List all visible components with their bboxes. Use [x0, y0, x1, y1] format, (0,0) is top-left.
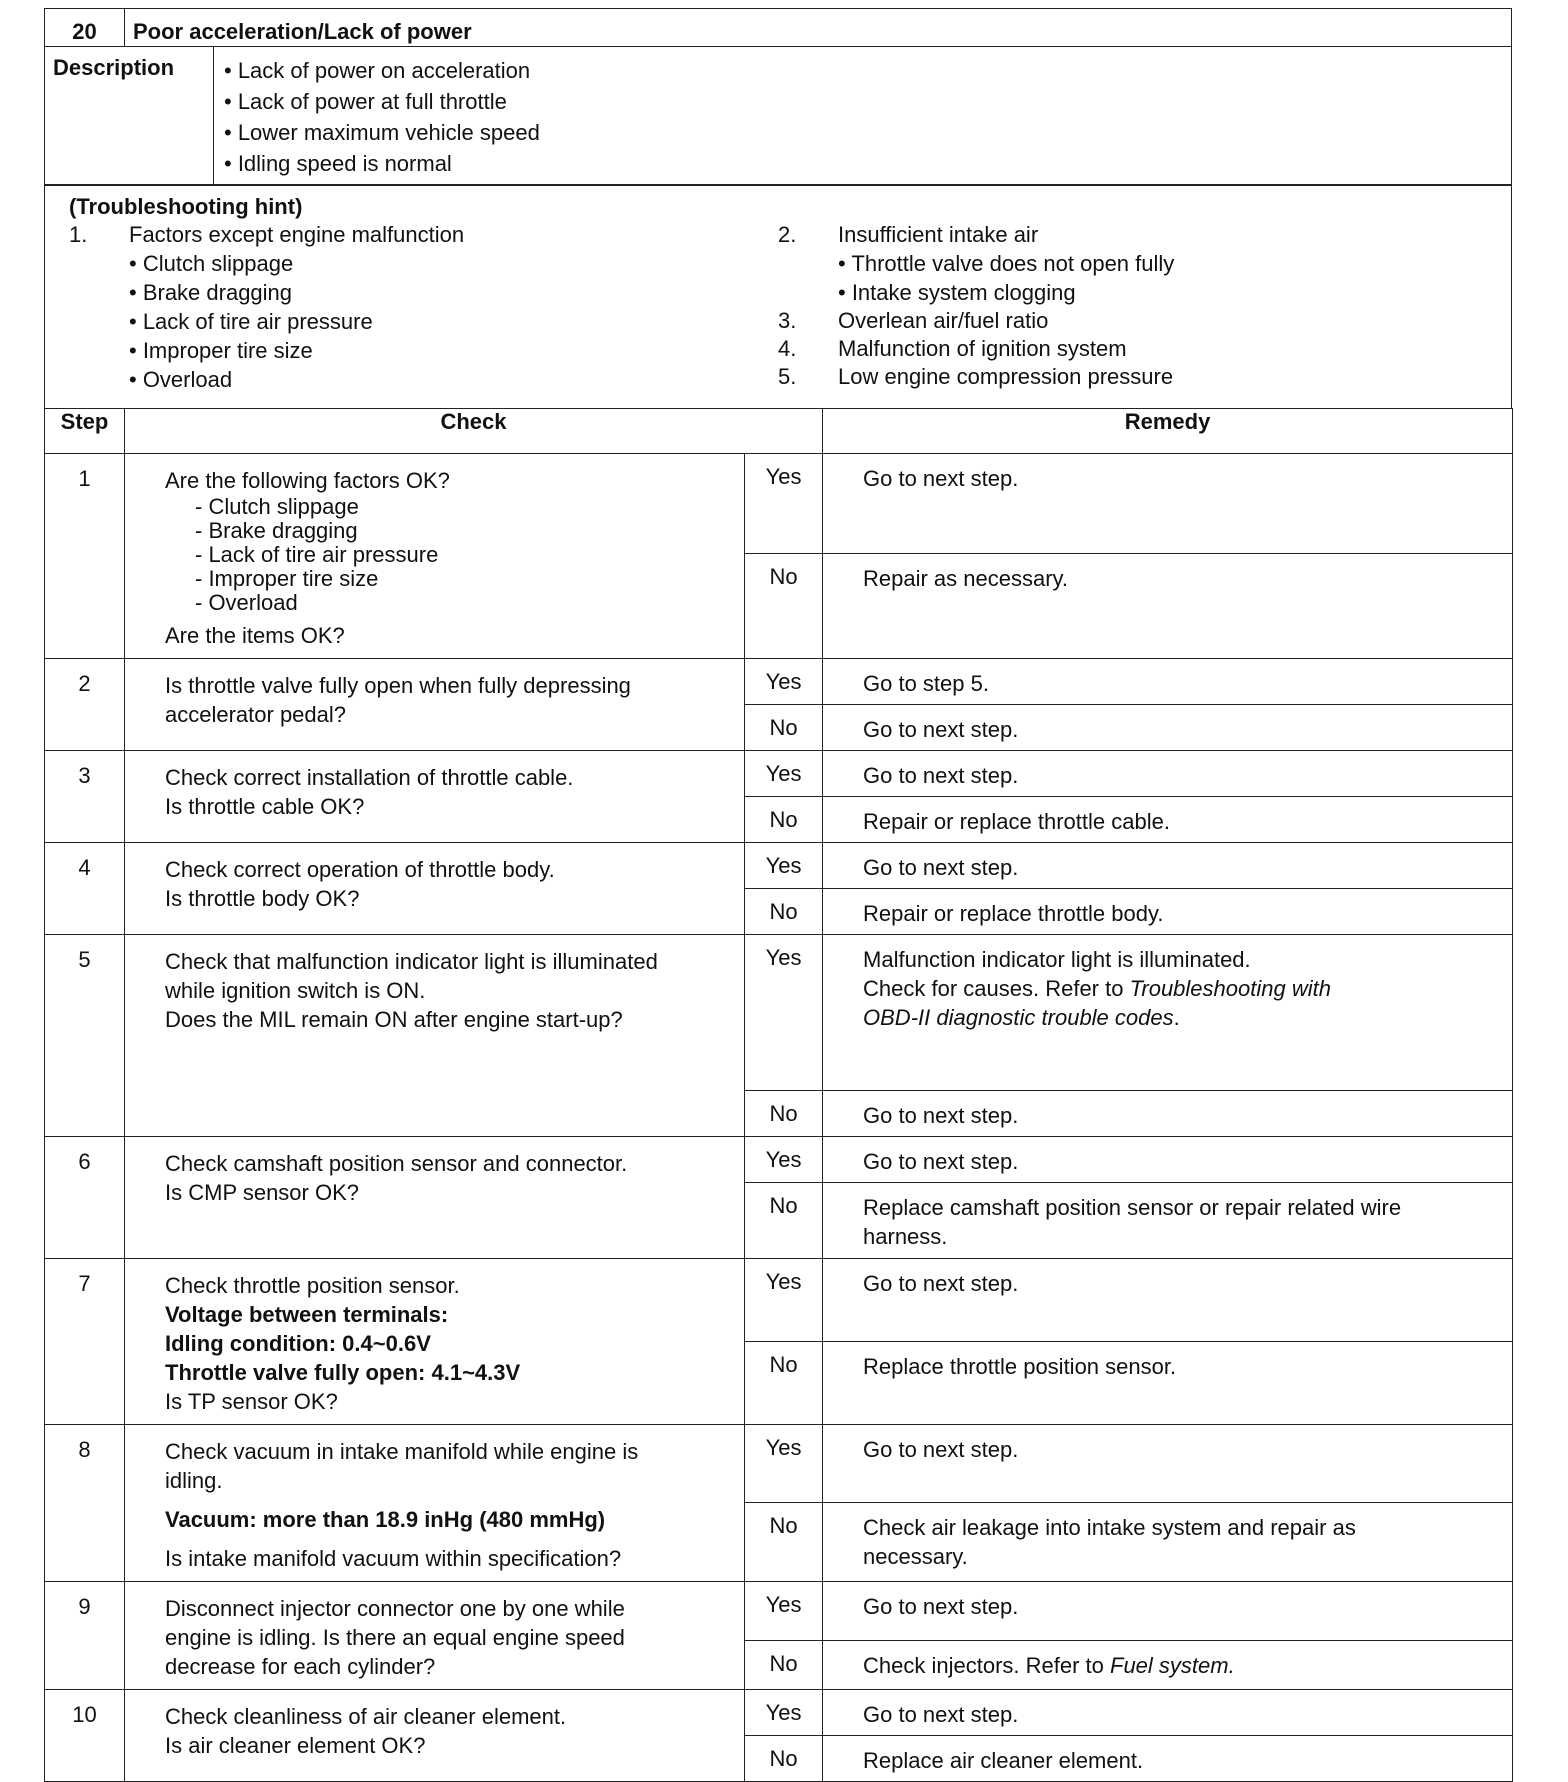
table-row — [45, 934, 1513, 1090]
check-text: Is TP sensor OK? — [165, 1388, 338, 1414]
check-subitem: - Brake dragging — [195, 517, 358, 543]
remedy-no — [823, 1503, 1513, 1582]
steps-table — [44, 408, 1513, 1782]
check-text: Check correct installation of throttle cable. — [165, 764, 574, 790]
check-text: idling. — [165, 1467, 223, 1493]
hint-bullet: • Throttle valve does not open fully — [838, 251, 1175, 276]
description-item: • Lack of power on acceleration — [224, 57, 531, 83]
table-row — [45, 842, 1513, 888]
hint-right-column — [778, 221, 1487, 394]
no-label: No — [745, 796, 823, 842]
remedy-no: Replace air cleaner element. — [823, 1735, 1513, 1781]
remedy-text: . — [1173, 1004, 1180, 1030]
section-number: 20 — [45, 9, 125, 47]
hint-text: Low engine compression pressure — [838, 364, 1174, 389]
remedy-text: Replace camshaft position sensor or repair related wire — [863, 1194, 1402, 1220]
yes-label: Yes — [745, 1258, 823, 1341]
step-number: 7 — [45, 1258, 125, 1424]
hint-number: 5. — [778, 364, 797, 389]
hint-text: Factors except engine malfunction — [129, 222, 465, 247]
remedy-yes: Go to next step. — [823, 750, 1513, 796]
remedy-yes: Go to next step. — [823, 842, 1513, 888]
no-label: No — [745, 1341, 823, 1424]
hint-table — [44, 184, 1512, 409]
check-text: while ignition switch is ON. — [165, 977, 426, 1003]
table-row — [45, 750, 1513, 796]
description-table — [44, 46, 1512, 186]
yes-label: Yes — [745, 842, 823, 888]
document — [44, 8, 1512, 1782]
step-number: 2 — [45, 658, 125, 750]
step-number: 5 — [45, 934, 125, 1136]
hint-bullet: • Brake dragging — [129, 280, 293, 305]
remedy-no: Repair or replace throttle body. — [823, 888, 1513, 934]
table-row — [45, 658, 1513, 704]
yes-label: Yes — [745, 1689, 823, 1735]
yes-label: Yes — [745, 934, 823, 1090]
remedy-yes: Go to next step. — [823, 1689, 1513, 1735]
hint-text: Malfunction of ignition system — [838, 336, 1127, 361]
remedy-yes: Go to next step. — [823, 1136, 1513, 1182]
check-text: Check that malfunction indicator light is illuminated — [165, 948, 658, 974]
check-text: Check throttle position sensor. — [165, 1272, 460, 1298]
remedy-text: Check injectors. Refer to — [863, 1652, 1110, 1678]
check-cell — [125, 1424, 745, 1581]
description-item: • Lack of power at full throttle — [224, 88, 507, 114]
description-item: • Idling speed is normal — [224, 150, 452, 176]
spec-text: Throttle valve fully open: 4.1~4.3V — [165, 1359, 521, 1385]
remedy-no: Go to next step. — [823, 1090, 1513, 1136]
hint-bullet: • Lack of tire air pressure — [129, 309, 373, 334]
hint-number: 1. — [69, 222, 88, 247]
hint-text: Overlean air/fuel ratio — [838, 308, 1049, 333]
check-text: Check vacuum in intake manifold while engine is — [165, 1438, 639, 1464]
remedy-no: Repair or replace throttle cable. — [823, 796, 1513, 842]
hint-number: 4. — [778, 336, 797, 361]
check-text: Is intake manifold vacuum within specification? — [165, 1545, 622, 1571]
check-text: Is throttle valve fully open when fully depressing — [165, 672, 631, 698]
check-subitem: - Improper tire size — [195, 565, 379, 591]
table-row — [45, 1136, 1513, 1182]
check-cell — [125, 453, 745, 658]
header-table — [44, 8, 1512, 47]
no-label: No — [745, 1640, 823, 1689]
remedy-yes: Go to step 5. — [823, 658, 1513, 704]
check-text: Are the items OK? — [165, 622, 345, 648]
remedy-no: Replace throttle position sensor. — [823, 1341, 1513, 1424]
check-text: Check cleanliness of air cleaner element. — [165, 1703, 567, 1729]
description-label: Description — [45, 46, 214, 185]
spec-text: Vacuum: more than 18.9 inHg (480 mmHg) — [165, 1506, 606, 1532]
no-label: No — [745, 553, 823, 658]
remedy-reference: Fuel system. — [1110, 1652, 1235, 1678]
yes-label: Yes — [745, 750, 823, 796]
remedy-yes: Go to next step. — [823, 1258, 1513, 1341]
description-item: • Lower maximum vehicle speed — [224, 119, 540, 145]
check-text: Check camshaft position sensor and connector. — [165, 1150, 628, 1176]
check-cell — [125, 1136, 745, 1258]
remedy-yes: Go to next step. — [823, 1424, 1513, 1503]
check-cell — [125, 658, 745, 750]
remedy-no — [823, 1640, 1513, 1689]
remedy-yes: Go to next step. — [823, 453, 1513, 553]
step-number: 3 — [45, 750, 125, 842]
check-text: Is throttle body OK? — [165, 885, 360, 911]
remedy-text: Check air leakage into intake system and repair as — [863, 1515, 1356, 1540]
no-label: No — [745, 704, 823, 750]
check-cell — [125, 750, 745, 842]
check-text: decrease for each cylinder? — [165, 1653, 436, 1679]
hint-bullet: • Clutch slippage — [129, 251, 294, 276]
check-subitem: - Clutch slippage — [195, 493, 359, 519]
table-row — [45, 1258, 1513, 1341]
description-list — [214, 46, 1512, 185]
no-label: No — [745, 1735, 823, 1781]
yes-label: Yes — [745, 1136, 823, 1182]
yes-label: Yes — [745, 1581, 823, 1640]
step-number: 1 — [45, 453, 125, 658]
check-text: accelerator pedal? — [165, 701, 347, 727]
check-text: engine is idling. Is there an equal engine speed — [165, 1624, 625, 1650]
check-cell — [125, 1689, 745, 1781]
troubleshooting-hint — [45, 185, 1512, 409]
remedy-no: Repair as necessary. — [823, 553, 1513, 658]
section-title: Poor acceleration/Lack of power — [125, 9, 1512, 47]
table-row — [45, 453, 1513, 553]
check-cell — [125, 1258, 745, 1424]
check-cell — [125, 842, 745, 934]
remedy-text: Check for causes. Refer to — [863, 975, 1130, 1001]
check-cell — [125, 934, 745, 1136]
spec-text: Voltage between terminals: — [165, 1301, 449, 1327]
column-header-remedy: Remedy — [823, 408, 1513, 453]
step-number: 10 — [45, 1689, 125, 1781]
column-header-step: Step — [45, 408, 125, 453]
check-text: Is throttle cable OK? — [165, 793, 365, 819]
remedy-no: Go to next step. — [823, 704, 1513, 750]
step-number: 6 — [45, 1136, 125, 1258]
check-subitem: - Overload — [195, 589, 298, 615]
hint-text: Insufficient intake air — [838, 222, 1039, 247]
table-row — [45, 1689, 1513, 1735]
hint-left-column — [69, 221, 778, 394]
table-header-row — [45, 408, 1513, 453]
yes-label: Yes — [745, 453, 823, 553]
remedy-text: necessary. — [863, 1544, 968, 1569]
remedy-reference: OBD-II diagnostic trouble codes — [863, 1004, 1174, 1030]
hint-bullet: • Improper tire size — [129, 338, 313, 363]
remedy-reference: Troubleshooting with — [1129, 975, 1331, 1001]
check-text: Are the following factors OK? — [165, 467, 450, 493]
check-subitem: - Lack of tire air pressure — [195, 541, 439, 567]
hint-number: 3. — [778, 308, 797, 333]
remedy-no — [823, 1182, 1513, 1258]
check-text: Is CMP sensor OK? — [165, 1179, 359, 1205]
remedy-yes: Go to next step. — [823, 1581, 1513, 1640]
column-header-check: Check — [125, 408, 823, 453]
table-row — [45, 1424, 1513, 1503]
yes-label: Yes — [745, 658, 823, 704]
check-text: Disconnect injector connector one by one while — [165, 1595, 625, 1621]
no-label: No — [745, 888, 823, 934]
step-number: 4 — [45, 842, 125, 934]
step-number: 8 — [45, 1424, 125, 1581]
hint-bullet: • Intake system clogging — [838, 280, 1076, 305]
check-cell — [125, 1581, 745, 1689]
check-text: Check correct operation of throttle body. — [165, 856, 555, 882]
no-label: No — [745, 1182, 823, 1258]
hint-bullet: • Overload — [129, 367, 233, 392]
remedy-text: Malfunction indicator light is illuminated. — [863, 946, 1251, 972]
table-row — [45, 1581, 1513, 1640]
hint-number: 2. — [778, 222, 797, 247]
no-label: No — [745, 1503, 823, 1582]
hint-title: (Troubleshooting hint) — [69, 194, 303, 219]
check-text: Does the MIL remain ON after engine start-up? — [165, 1006, 623, 1032]
step-number: 9 — [45, 1581, 125, 1689]
check-text: Is air cleaner element OK? — [165, 1732, 426, 1758]
no-label: No — [745, 1090, 823, 1136]
spec-text: Idling condition: 0.4~0.6V — [165, 1330, 431, 1356]
yes-label: Yes — [745, 1424, 823, 1503]
remedy-yes — [823, 934, 1513, 1090]
remedy-text: harness. — [863, 1223, 948, 1249]
